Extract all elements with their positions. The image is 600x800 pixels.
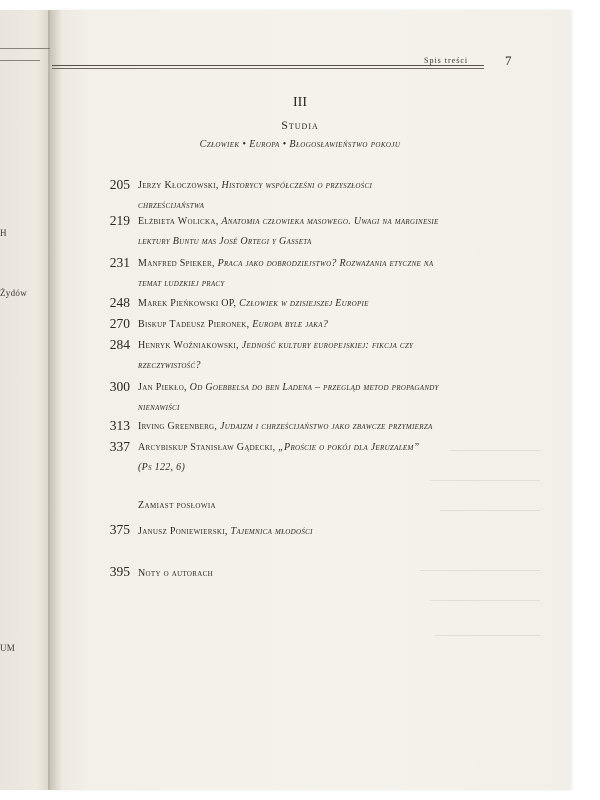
toc-title: Historycy współcześni o przyszłości — [221, 180, 373, 191]
toc-title: chrześcijaństwa — [138, 200, 205, 211]
toc-author: Jan Piekło, — [138, 382, 190, 393]
toc-author: Arcybiskup Stanisław Gądecki, — [138, 442, 279, 453]
toc-entry-line — [138, 200, 204, 211]
toc-title: Praca jako dobrodziejstwo? Rozważania etyczne na — [217, 258, 434, 269]
toc-title: Od Goebbelsa do ben Ladena – przegląd metod propagandy — [189, 382, 439, 393]
left-page-rule — [0, 48, 52, 49]
toc-entry-notes: Noty o autorach — [138, 568, 213, 579]
toc-title: „Proście o pokój dla Jeruzalem” — [278, 442, 420, 453]
part-number: III — [293, 95, 307, 110]
toc-title: rzeczywistość? — [138, 360, 201, 371]
toc-entry-afterword — [138, 526, 313, 537]
gutter-shadow — [48, 10, 62, 790]
part-title: Studia — [281, 118, 319, 132]
toc-title: Anatomia człowieka masowego. Uwagi na marginesie — [221, 216, 439, 227]
toc-page-number: 375 — [109, 522, 130, 537]
toc-entry-line — [138, 319, 328, 330]
toc-title: nienawiści — [138, 402, 180, 413]
toc-author: Marek Pieńkowski OP, — [138, 298, 240, 309]
show-through-line — [440, 510, 540, 511]
toc-title: lektury Buntu mas José Ortegi y Gasseta — [138, 236, 312, 247]
toc-entry-line — [138, 340, 413, 351]
toc-title: temat ludzkiej pracy — [138, 278, 225, 289]
toc-entry-line — [138, 278, 225, 289]
toc-entry-line — [138, 298, 369, 309]
left-page-fragment: Żydów — [0, 288, 27, 298]
toc-title: Jedność kultury europejskiej: fikcja czy — [241, 340, 414, 351]
toc-title: Europa byle jaka? — [252, 319, 329, 330]
show-through-line — [420, 570, 540, 571]
part-subtitle: Człowiek • Europa • Błogosławieństwo pokoju — [199, 139, 401, 150]
toc-page-number: 231 — [109, 255, 130, 270]
show-through-line — [430, 480, 540, 481]
toc-entry-line — [138, 402, 180, 413]
toc-author: Jerzy Kłoczowski, — [138, 180, 222, 191]
toc-entry-line — [138, 360, 201, 371]
left-page-fragment: H — [0, 228, 7, 238]
toc-title: Człowiek w dzisiejszej Europie — [239, 298, 369, 309]
toc-entry-line — [138, 216, 439, 227]
toc-entry-line — [138, 462, 185, 473]
toc-page-number: 395 — [109, 564, 130, 579]
toc-author: Janusz Poniewierski, — [138, 526, 231, 537]
toc-page-number: 205 — [109, 177, 130, 192]
toc-entry-line — [138, 382, 439, 393]
toc-title: Judaizm i chrześcijaństwo jako zbawcze przymierza — [220, 421, 433, 432]
toc-entry-line — [138, 180, 372, 191]
toc-page-number: 313 — [109, 418, 130, 433]
page-number: 7 — [505, 53, 512, 68]
show-through-line — [430, 600, 540, 601]
left-page-rule — [0, 60, 40, 61]
toc-page-number: 248 — [109, 295, 130, 310]
left-facing-page — [0, 10, 53, 790]
toc-author: Irving Greenberg, — [138, 421, 221, 432]
toc-title: Tajemnica młodości — [230, 526, 313, 537]
toc-page-number: 300 — [109, 379, 130, 394]
header-rule — [52, 65, 484, 66]
toc-author: Henryk Woźniakowski, — [138, 340, 242, 351]
afterword-heading: Zamiast posłowia — [138, 500, 217, 511]
toc-page-number: 337 — [109, 439, 130, 454]
toc-page-number: 284 — [109, 337, 130, 352]
header-rule-thin — [52, 68, 484, 69]
toc-entry-line — [138, 236, 312, 247]
toc-title: (Ps 122, 6) — [138, 462, 186, 473]
toc-entry-line — [138, 421, 433, 432]
toc-entry-line — [138, 442, 419, 453]
running-head: Spis treści — [424, 56, 469, 65]
show-through-line — [450, 450, 540, 451]
toc-author: Manfred Spieker, — [138, 258, 218, 269]
left-page-fragment: UM — [0, 643, 16, 653]
toc-author: Biskup Tadeusz Pieronek, — [138, 319, 253, 330]
toc-author: Elżbieta Wolicka, — [138, 216, 222, 227]
toc-page-number: 270 — [109, 316, 130, 331]
show-through-line — [435, 635, 540, 636]
toc-entry-line — [138, 258, 433, 269]
toc-page-number: 219 — [109, 213, 130, 228]
